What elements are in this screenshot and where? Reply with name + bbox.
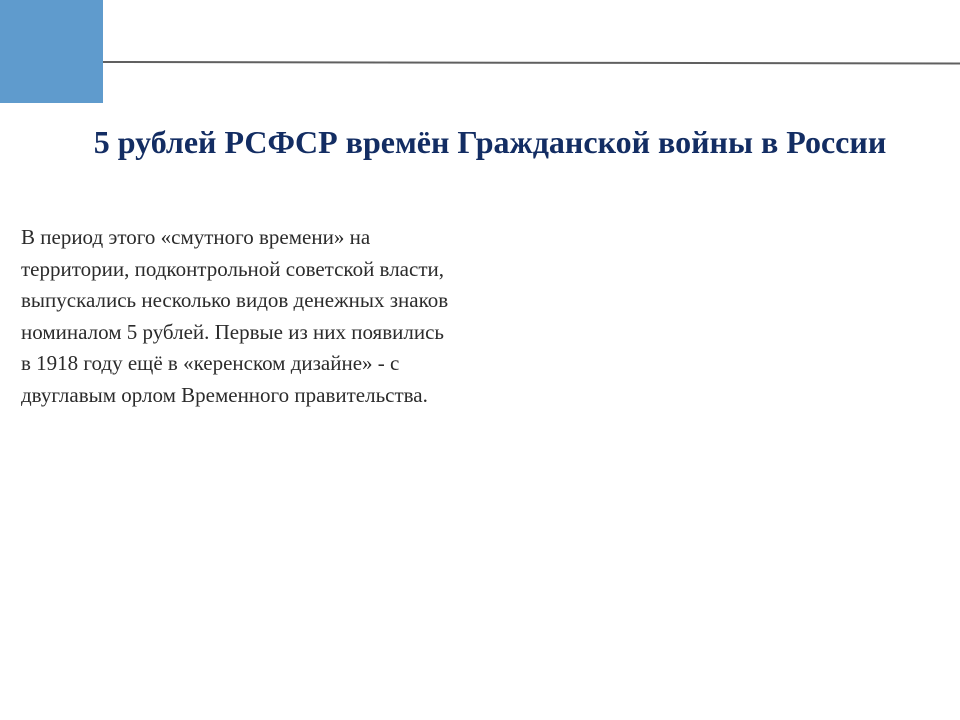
slide-body-text: В период этого «смутного времени» на территории, подконтрольной советской власти, выпускались несколько видов денежных знаков номиналом 5 рублей. Первые из них появились в 1918 году ещё в «керенском дизайне» - с двуглавым орлом Временного правительства.: [21, 225, 449, 407]
slide-title: 5 рублей РСФСР времён Гражданской войны в России: [93, 124, 887, 160]
accent-block: [0, 0, 103, 103]
header-divider: [103, 61, 960, 64]
